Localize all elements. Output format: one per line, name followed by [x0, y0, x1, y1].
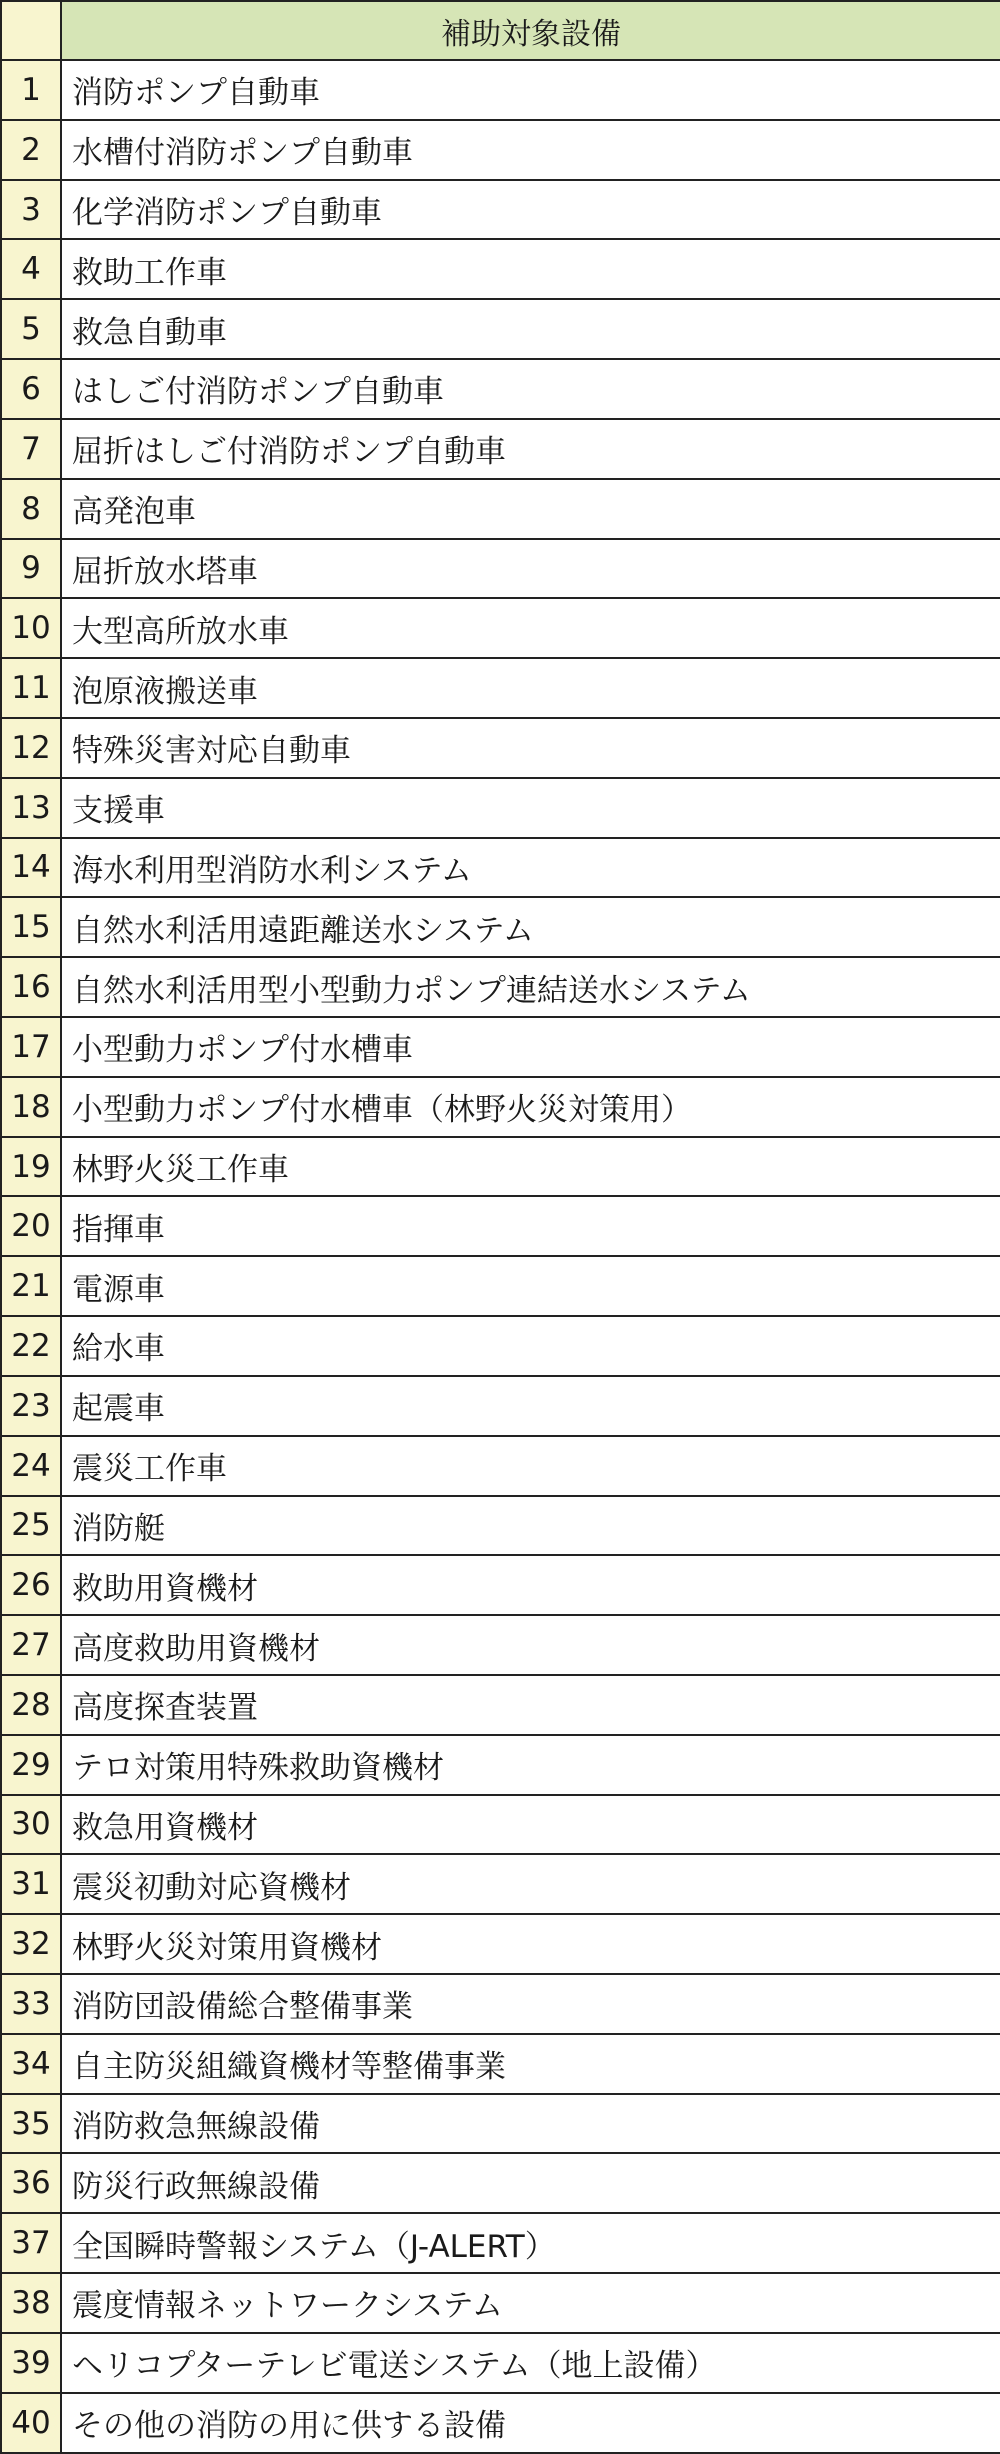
table-row	[1, 60, 1000, 120]
table-row	[1, 479, 1000, 539]
equipment-name: 指揮車	[61, 1196, 1000, 1256]
row-number: 19	[1, 1137, 61, 1197]
equipment-name: 震災初動対応資機材	[61, 1854, 1000, 1914]
equipment-name: ヘリコプターテレビ電送システム（地上設備）	[61, 2333, 1000, 2393]
equipment-name: 電源車	[61, 1256, 1000, 1316]
row-number: 29	[1, 1735, 61, 1795]
equipment-name: 化学消防ポンプ自動車	[61, 180, 1000, 240]
equipment-name: 特殊災害対応自動車	[61, 718, 1000, 778]
equipment-name: 高度探査装置	[61, 1675, 1000, 1735]
equipment-name: 消防艇	[61, 1496, 1000, 1556]
table-row	[1, 778, 1000, 838]
row-number: 38	[1, 2273, 61, 2333]
table-row	[1, 2273, 1000, 2333]
table-row	[1, 1316, 1000, 1376]
row-number: 8	[1, 479, 61, 539]
equipment-name: 水槽付消防ポンプ自動車	[61, 120, 1000, 180]
equipment-name: 消防ポンプ自動車	[61, 60, 1000, 120]
equipment-name: 小型動力ポンプ付水槽車	[61, 1017, 1000, 1077]
table-row	[1, 299, 1000, 359]
equipment-name: 防災行政無線設備	[61, 2153, 1000, 2213]
table-row	[1, 2153, 1000, 2213]
equipment-name: 救急用資機材	[61, 1795, 1000, 1855]
row-number: 24	[1, 1436, 61, 1496]
table-row	[1, 718, 1000, 778]
equipment-name: 自然水利活用遠距離送水システム	[61, 897, 1000, 957]
row-number: 28	[1, 1675, 61, 1735]
row-number: 11	[1, 658, 61, 718]
row-number: 34	[1, 2034, 61, 2094]
row-number: 3	[1, 180, 61, 240]
equipment-name: その他の消防の用に供する設備	[61, 2393, 1000, 2453]
equipment-name: 林野火災工作車	[61, 1137, 1000, 1197]
row-number: 20	[1, 1196, 61, 1256]
row-number: 40	[1, 2393, 61, 2453]
table-row	[1, 1615, 1000, 1675]
table-row	[1, 1196, 1000, 1256]
table-row	[1, 1376, 1000, 1436]
row-number: 22	[1, 1316, 61, 1376]
table-row	[1, 1555, 1000, 1615]
row-number: 15	[1, 897, 61, 957]
row-number: 25	[1, 1496, 61, 1556]
row-number: 37	[1, 2213, 61, 2273]
equipment-name: 高発泡車	[61, 479, 1000, 539]
header-corner-cell	[1, 1, 61, 60]
table-row	[1, 2094, 1000, 2154]
equipment-name: 自主防災組織資機材等整備事業	[61, 2034, 1000, 2094]
equipment-name: 救急自動車	[61, 299, 1000, 359]
row-number: 31	[1, 1854, 61, 1914]
equipment-name: 屈折はしご付消防ポンプ自動車	[61, 419, 1000, 479]
equipment-name: 消防救急無線設備	[61, 2094, 1000, 2154]
table-row	[1, 1974, 1000, 2034]
equipment-name: 震度情報ネットワークシステム	[61, 2273, 1000, 2333]
header-row	[1, 1, 1000, 60]
row-number: 21	[1, 1256, 61, 1316]
row-number: 4	[1, 239, 61, 299]
equipment-name: 屈折放水塔車	[61, 539, 1000, 599]
equipment-name: 高度救助用資機材	[61, 1615, 1000, 1675]
table-row	[1, 1077, 1000, 1137]
row-number: 6	[1, 359, 61, 419]
row-number: 35	[1, 2094, 61, 2154]
table-row	[1, 120, 1000, 180]
table-row	[1, 180, 1000, 240]
row-number: 12	[1, 718, 61, 778]
row-number: 23	[1, 1376, 61, 1436]
row-number: 30	[1, 1795, 61, 1855]
table-row	[1, 2333, 1000, 2393]
table-row	[1, 1735, 1000, 1795]
table-row	[1, 2393, 1000, 2453]
table-row	[1, 1675, 1000, 1735]
equipment-name: 救助工作車	[61, 239, 1000, 299]
row-number: 1	[1, 60, 61, 120]
equipment-name: 大型高所放水車	[61, 598, 1000, 658]
row-number: 36	[1, 2153, 61, 2213]
equipment-name: 給水車	[61, 1316, 1000, 1376]
table-row	[1, 1496, 1000, 1556]
table-row	[1, 598, 1000, 658]
table-row	[1, 419, 1000, 479]
header-title: 補助対象設備	[61, 1, 1000, 60]
table-row	[1, 239, 1000, 299]
equipment-name: 泡原液搬送車	[61, 658, 1000, 718]
table-row	[1, 1256, 1000, 1316]
table-row	[1, 2034, 1000, 2094]
row-number: 26	[1, 1555, 61, 1615]
equipment-name: 小型動力ポンプ付水槽車（林野火災対策用）	[61, 1077, 1000, 1137]
row-number: 33	[1, 1974, 61, 2034]
table-row	[1, 838, 1000, 898]
equipment-name: 救助用資機材	[61, 1555, 1000, 1615]
equipment-name: テロ対策用特殊救助資機材	[61, 1735, 1000, 1795]
row-number: 17	[1, 1017, 61, 1077]
equipment-name: 起震車	[61, 1376, 1000, 1436]
table-row	[1, 1914, 1000, 1974]
table-row	[1, 658, 1000, 718]
table-row	[1, 1017, 1000, 1077]
row-number: 27	[1, 1615, 61, 1675]
equipment-name: はしご付消防ポンプ自動車	[61, 359, 1000, 419]
equipment-name: 支援車	[61, 778, 1000, 838]
table-row	[1, 2213, 1000, 2273]
equipment-name: 林野火災対策用資機材	[61, 1914, 1000, 1974]
table-row	[1, 539, 1000, 599]
table-row	[1, 1436, 1000, 1496]
table-row	[1, 1854, 1000, 1914]
row-number: 2	[1, 120, 61, 180]
row-number: 32	[1, 1914, 61, 1974]
row-number: 7	[1, 419, 61, 479]
equipment-name: 全国瞬時警報システム（J-ALERT）	[61, 2213, 1000, 2273]
table-row	[1, 957, 1000, 1017]
row-number: 9	[1, 539, 61, 599]
equipment-name: 自然水利活用型小型動力ポンプ連結送水システム	[61, 957, 1000, 1017]
table-row	[1, 897, 1000, 957]
equipment-name: 海水利用型消防水利システム	[61, 838, 1000, 898]
table-body	[1, 60, 1000, 2453]
row-number: 16	[1, 957, 61, 1017]
row-number: 18	[1, 1077, 61, 1137]
row-number: 39	[1, 2333, 61, 2393]
table-row	[1, 1795, 1000, 1855]
table-row	[1, 359, 1000, 419]
equipment-name: 消防団設備総合整備事業	[61, 1974, 1000, 2034]
row-number: 13	[1, 778, 61, 838]
row-number: 14	[1, 838, 61, 898]
row-number: 5	[1, 299, 61, 359]
row-number: 10	[1, 598, 61, 658]
table-row	[1, 1137, 1000, 1197]
equipment-name: 震災工作車	[61, 1436, 1000, 1496]
